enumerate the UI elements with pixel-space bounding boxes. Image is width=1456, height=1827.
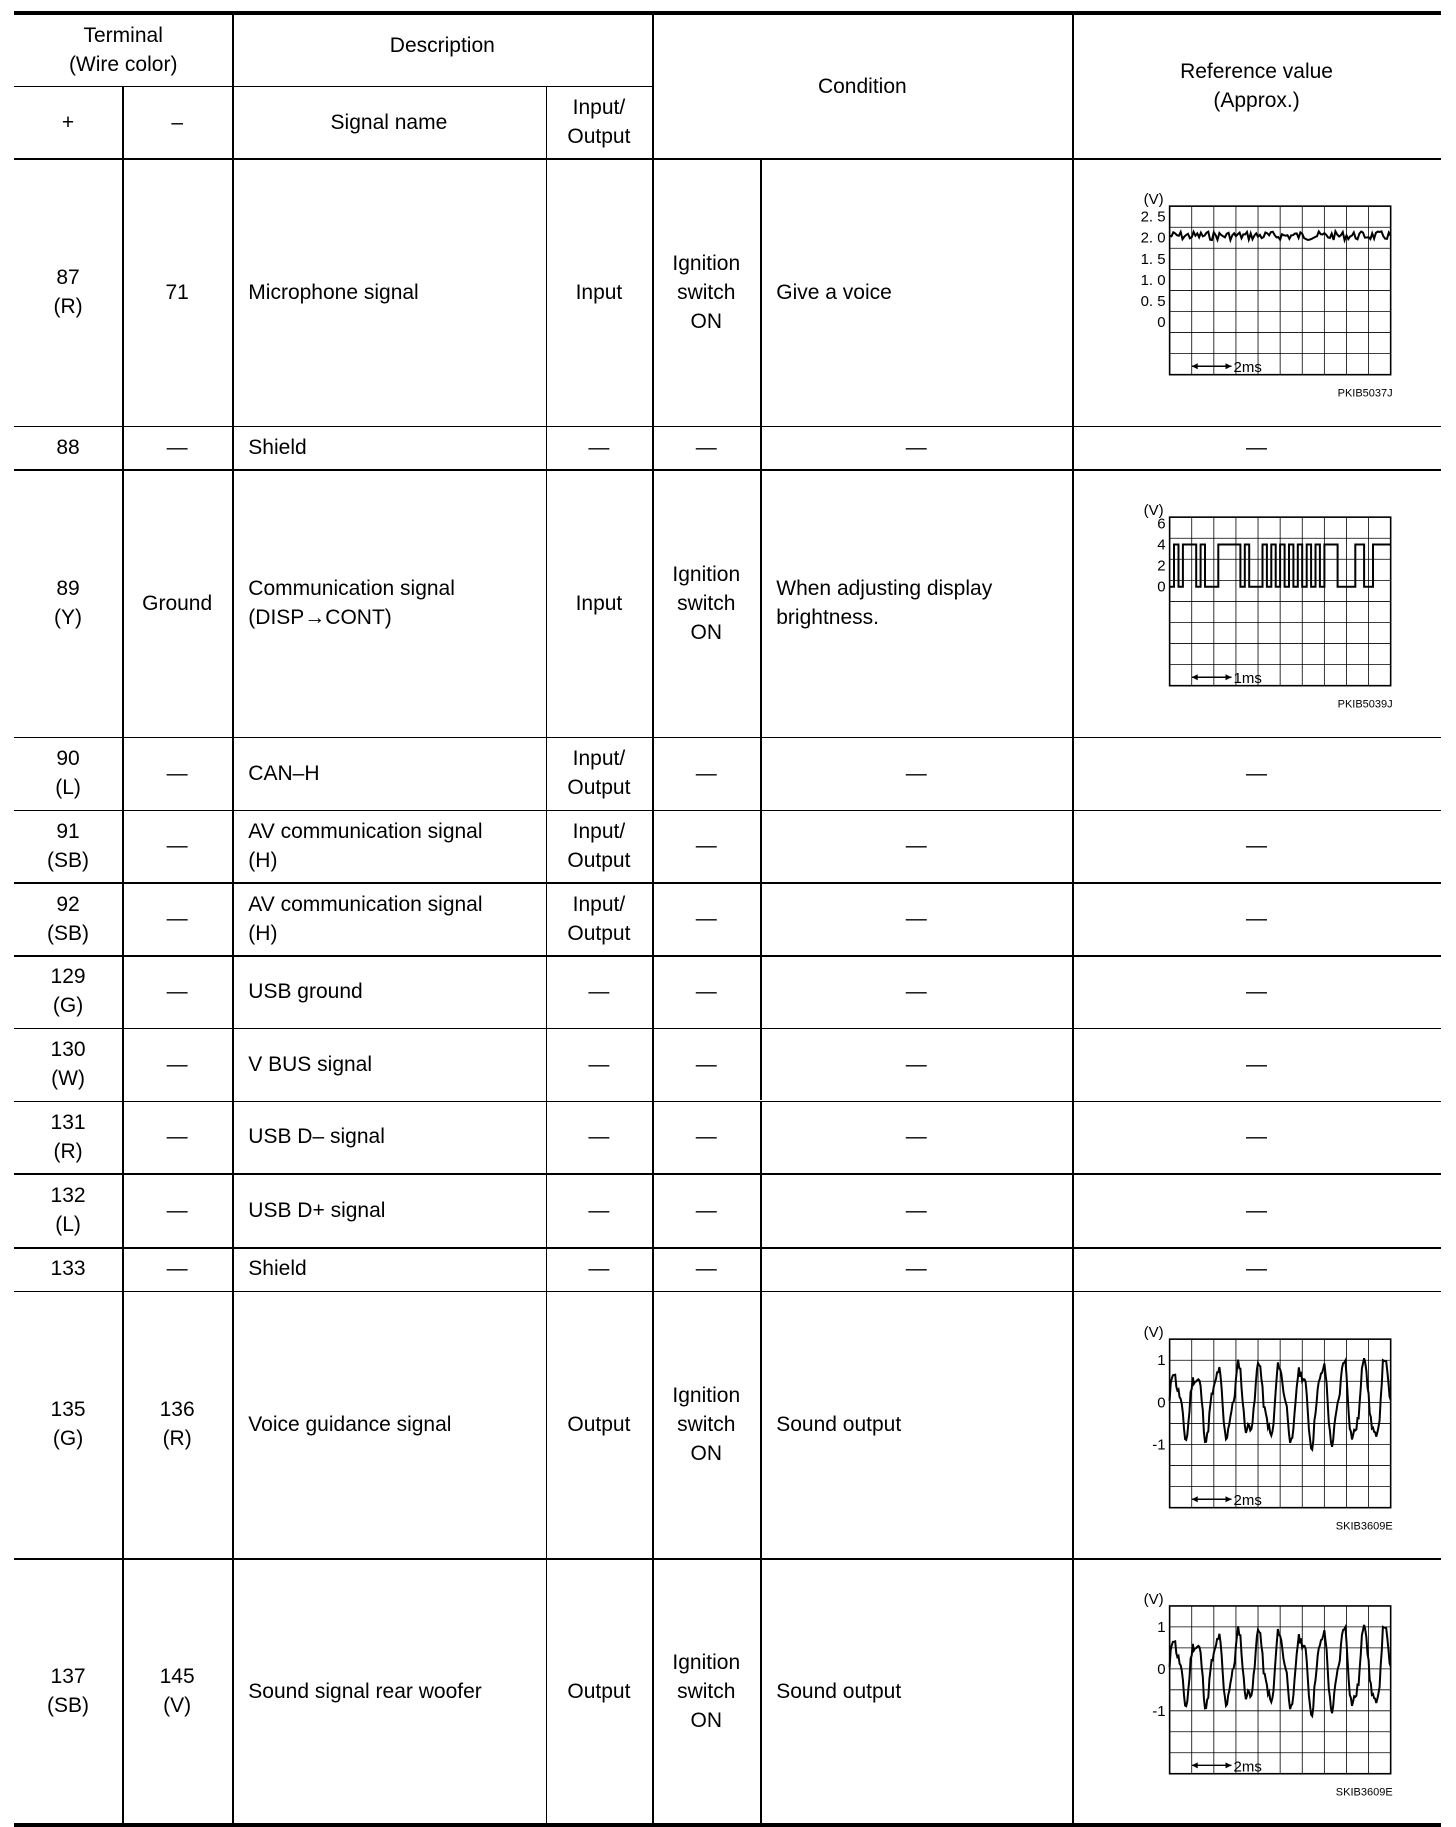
- input-output: —: [588, 436, 610, 460]
- waveform-4: [1072, 1558, 1440, 1824]
- time-division-label: 2ms: [1233, 359, 1263, 377]
- condition-switch: —: [695, 1052, 717, 1076]
- input-output: —: [588, 1125, 610, 1149]
- time-division-label: 2ms: [1233, 1491, 1263, 1509]
- condition-detail: Sound output: [776, 1679, 902, 1703]
- header-condition: Condition: [817, 74, 907, 98]
- terminal-plus: 137 (SB): [47, 1665, 90, 1718]
- condition-column-divider: [760, 1028, 762, 1101]
- terminal-minus: —: [166, 1125, 188, 1149]
- header-minus: –: [171, 110, 183, 134]
- y-tick-label: 2. 5: [1140, 209, 1166, 227]
- input-output: Input/ Output: [567, 819, 631, 872]
- waveform-plot: [1072, 469, 1440, 737]
- condition-switch: —: [695, 436, 717, 460]
- condition-column-divider: [760, 955, 762, 1028]
- condition-switch: Ignition switch ON: [672, 1650, 741, 1732]
- reference-value: —: [1246, 1198, 1268, 1222]
- condition-column-divider: [760, 1173, 762, 1247]
- terminal-plus: 89 (Y): [54, 577, 83, 630]
- input-output: —: [588, 1198, 610, 1222]
- signal-name: Microphone signal: [248, 280, 419, 304]
- column-divider: [652, 14, 654, 1826]
- terminal-plus: 132 (L): [50, 1184, 86, 1237]
- reference-value: —: [1246, 761, 1268, 785]
- condition-detail: —: [905, 907, 927, 931]
- condition-detail: When adjusting display brightness.: [776, 577, 993, 630]
- condition-detail: —: [905, 1125, 927, 1149]
- terminal-plus: 130 (W): [50, 1038, 86, 1091]
- header-terminal: Terminal (Wire color): [68, 23, 178, 76]
- row-divider: [14, 1173, 1441, 1175]
- signal-name: AV communication signal (H): [248, 892, 483, 945]
- input-output: Input/ Output: [567, 892, 631, 945]
- condition-column-divider: [760, 810, 762, 883]
- terminal-plus: 129 (G): [50, 965, 86, 1018]
- terminal-minus: —: [166, 834, 188, 858]
- signal-name: Voice guidance signal: [248, 1412, 452, 1436]
- terminal-plus: 135 (G): [50, 1398, 86, 1451]
- waveform-3: [1072, 1291, 1440, 1559]
- condition-column-divider: [760, 1101, 762, 1174]
- header-plus: +: [61, 110, 75, 134]
- condition-detail: —: [905, 979, 927, 1003]
- condition-switch: —: [695, 979, 717, 1003]
- row-divider: [14, 882, 1441, 884]
- terminal-minus: —: [166, 979, 188, 1003]
- unit-label: (V): [1143, 1323, 1164, 1341]
- waveform-1: [1072, 158, 1440, 426]
- input-output: Output: [567, 1679, 631, 1703]
- figure-code: PKIB5037J: [1337, 388, 1394, 401]
- condition-switch: Ignition switch ON: [672, 562, 741, 644]
- input-output: Input: [575, 591, 623, 615]
- y-tick-label: 4: [1157, 536, 1166, 554]
- terminal-minus: —: [166, 1052, 188, 1076]
- waveform-plot: [1072, 1558, 1440, 1824]
- unit-label: (V): [1143, 191, 1164, 209]
- figure-code: SKIB3609E: [1336, 1786, 1394, 1799]
- input-output: Input/ Output: [567, 747, 631, 800]
- terminal-plus: 133: [50, 1257, 86, 1281]
- terminal-plus: 90 (L): [55, 747, 81, 800]
- input-output: —: [588, 979, 610, 1003]
- terminal-plus: 91 (SB): [47, 819, 90, 872]
- row-divider: [14, 810, 1441, 812]
- condition-detail: —: [905, 834, 927, 858]
- row-divider: [14, 737, 1441, 739]
- time-division-label: 1ms: [1233, 670, 1263, 688]
- y-tick-label: 1: [1157, 1351, 1166, 1369]
- table-top-border: [14, 11, 1441, 15]
- condition-switch: —: [695, 834, 717, 858]
- row-divider: [14, 1028, 1441, 1030]
- y-tick-label: 0: [1157, 1660, 1166, 1678]
- condition-column-divider: [760, 737, 762, 810]
- unit-label: (V): [1143, 502, 1164, 520]
- y-tick-label: 1: [1157, 1618, 1166, 1636]
- condition-switch: —: [695, 907, 717, 931]
- terminal-plus: 131 (R): [50, 1110, 86, 1163]
- y-tick-label: 1. 0: [1140, 272, 1166, 290]
- condition-column-divider: [760, 426, 762, 469]
- condition-column-divider: [760, 1558, 762, 1824]
- y-tick-label: 2: [1157, 557, 1166, 575]
- y-tick-label: -1: [1152, 1436, 1166, 1454]
- signal-name: Communication signal (DISP→CONT): [248, 577, 455, 630]
- header-reference-value: Reference value (Approx.): [1180, 60, 1333, 113]
- terminal-minus: Ground: [142, 591, 213, 615]
- y-tick-label: 2. 0: [1140, 230, 1166, 248]
- waveform-plot: [1072, 158, 1440, 426]
- y-tick-label: 0. 5: [1140, 293, 1166, 311]
- signal-name: Sound signal rear woofer: [248, 1679, 482, 1703]
- y-tick-label: 1. 5: [1140, 251, 1166, 269]
- header-description: Description: [389, 34, 495, 58]
- signal-name: USB D+ signal: [248, 1198, 386, 1222]
- condition-switch: Ignition switch ON: [672, 1383, 741, 1465]
- signal-name: CAN–H: [248, 761, 320, 785]
- terminal-minus: —: [166, 436, 188, 460]
- terminal-plus: 88: [56, 436, 80, 460]
- condition-column-divider: [760, 158, 762, 426]
- reference-value: —: [1246, 436, 1268, 460]
- terminal-minus: —: [166, 1257, 188, 1281]
- reference-value: —: [1246, 979, 1268, 1003]
- column-divider: [546, 86, 548, 1827]
- condition-column-divider: [760, 1291, 762, 1559]
- column-divider: [232, 14, 234, 1826]
- condition-switch: —: [695, 1257, 717, 1281]
- condition-detail: —: [905, 436, 927, 460]
- condition-detail: —: [905, 1198, 927, 1222]
- terminal-minus: 136 (R): [159, 1398, 195, 1451]
- figure-code: PKIB5039J: [1337, 698, 1394, 711]
- header-input-output: Input/ Output: [567, 96, 631, 148]
- condition-detail: Give a voice: [776, 280, 892, 304]
- reference-value: —: [1246, 834, 1268, 858]
- y-tick-label: 0: [1157, 578, 1166, 596]
- row-divider: [14, 426, 1441, 428]
- signal-name: USB ground: [248, 979, 363, 1003]
- terminal-minus: 71: [165, 280, 189, 304]
- row-divider: [14, 955, 1441, 957]
- input-output: —: [588, 1052, 610, 1076]
- condition-detail: —: [905, 1052, 927, 1076]
- signal-name: USB D– signal: [248, 1125, 385, 1149]
- terminal-minus: 145 (V): [159, 1665, 195, 1718]
- input-output: Output: [567, 1412, 631, 1436]
- header-signal-name: Signal name: [330, 110, 448, 134]
- y-tick-label: -1: [1152, 1702, 1166, 1720]
- figure-code: SKIB3609E: [1336, 1520, 1394, 1533]
- condition-detail: Sound output: [776, 1412, 902, 1436]
- terminal-minus: —: [166, 761, 188, 785]
- reference-value: —: [1246, 1052, 1268, 1076]
- condition-switch: —: [695, 761, 717, 785]
- column-divider: [122, 86, 124, 1827]
- condition-detail: —: [905, 761, 927, 785]
- time-division-label: 2ms: [1233, 1758, 1263, 1776]
- reference-value: —: [1246, 907, 1268, 931]
- signal-name: AV communication signal (H): [248, 819, 483, 872]
- condition-switch: —: [695, 1125, 717, 1149]
- input-output: Input: [575, 280, 623, 304]
- condition-switch: —: [695, 1198, 717, 1222]
- terminal-minus: —: [166, 907, 188, 931]
- reference-value: —: [1246, 1257, 1268, 1281]
- condition-column-divider: [760, 882, 762, 955]
- y-tick-label: 0: [1157, 314, 1166, 332]
- terminal-plus: 92 (SB): [47, 892, 90, 945]
- unit-label: (V): [1143, 1591, 1164, 1609]
- waveform-2: [1072, 469, 1440, 737]
- reference-value: —: [1246, 1125, 1268, 1149]
- condition-switch: Ignition switch ON: [672, 251, 741, 333]
- terminal-plus: 87 (R): [53, 266, 83, 319]
- waveform-plot: [1072, 1291, 1440, 1559]
- signal-name: Shield: [248, 436, 307, 460]
- row-divider: [14, 1247, 1441, 1249]
- terminal-minus: —: [166, 1198, 188, 1222]
- y-tick-label: 0: [1157, 1393, 1166, 1411]
- signal-name: V BUS signal: [248, 1052, 373, 1076]
- y-tick-label: 6: [1157, 515, 1166, 533]
- header-divider: [232, 86, 652, 88]
- signal-name: Shield: [248, 1257, 307, 1281]
- condition-column-divider: [760, 1247, 762, 1290]
- input-output: —: [588, 1257, 610, 1281]
- condition-detail: —: [905, 1257, 927, 1281]
- condition-column-divider: [760, 469, 762, 737]
- row-divider: [14, 1101, 1441, 1103]
